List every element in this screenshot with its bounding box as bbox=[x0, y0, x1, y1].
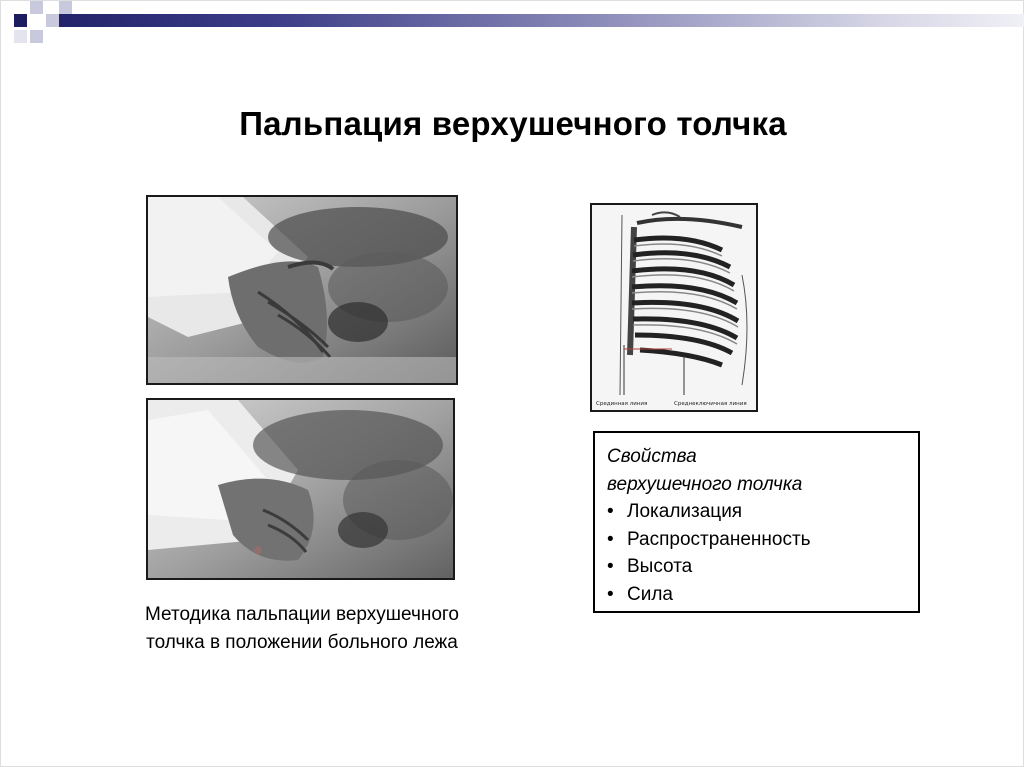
header-square-light bbox=[30, 30, 43, 43]
rib-label-midline: Срединная линия bbox=[596, 401, 648, 407]
photo-caption bbox=[97, 601, 507, 657]
palpation-photo-fingertips bbox=[146, 398, 455, 580]
header-square-light bbox=[46, 14, 59, 27]
header-square-light bbox=[30, 1, 43, 14]
rib-cage-diagram bbox=[590, 203, 758, 412]
header-square-faint bbox=[14, 30, 27, 43]
header-gradient-bar bbox=[59, 14, 1024, 27]
list-item: • Локализация bbox=[607, 498, 906, 526]
slide-title: Пальпация верхушечного толчка bbox=[239, 105, 787, 142]
rib-label-midclavicular: Среднеключичная линия bbox=[674, 401, 747, 407]
header-square-light bbox=[59, 1, 72, 14]
palpation-photo-palm bbox=[146, 195, 458, 385]
properties-title-line-1: Свойства bbox=[607, 446, 697, 467]
header-square-dark bbox=[14, 14, 27, 27]
list-item: • Распространенность bbox=[607, 526, 906, 554]
properties-list bbox=[607, 498, 906, 608]
caption-line-1: Методика пальпации верхушечного bbox=[145, 604, 459, 625]
caption-line-2: толчка в положении больного лежа bbox=[146, 632, 458, 653]
list-item: • Сила bbox=[607, 581, 906, 609]
properties-box bbox=[593, 431, 920, 613]
list-item: • Высота bbox=[607, 553, 906, 581]
properties-title-line-2: верхушечного толчка bbox=[607, 473, 803, 495]
